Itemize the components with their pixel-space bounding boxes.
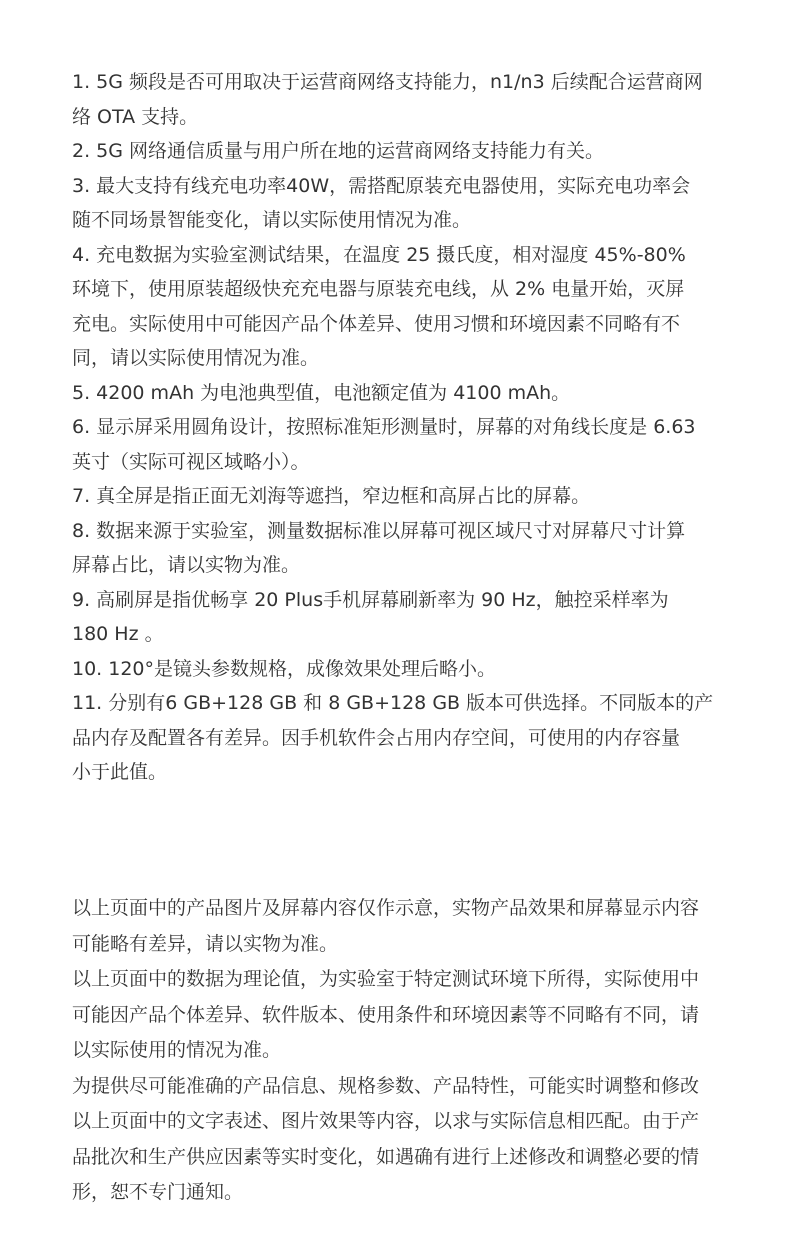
footnote-line: 随不同场景智能变化，请以实际使用情况为准。 <box>72 209 472 231</box>
footnote-line: 180 Hz 。 <box>72 623 164 645</box>
footnote-line: 环境下，使用原装超级快充充电器与原装充电线，从 2% 电量开始，灭屏 <box>72 278 685 300</box>
disclaimer-line: 可能略有差异，请以实物为准。 <box>72 932 339 955</box>
footnote-line: 4. 充电数据为实验室测试结果，在温度 25 摄氏度，相对湿度 45%-80% <box>72 243 686 266</box>
footnote-line: 6. 显示屏采用圆角设计，按照标准矩形测量时，屏幕的对角线长度是 6.63 <box>72 416 696 438</box>
footnote-8 <box>72 514 752 583</box>
footnote-2 <box>72 134 752 169</box>
footnote-11 <box>72 686 752 790</box>
footnote-line: 7. 真全屏是指正面无刘海等遮挡，窄边框和高屏占比的屏幕。 <box>72 485 591 507</box>
footnote-line: 5. 4200 mAh 为电池典型值，电池额定值为 4100 mAh。 <box>72 381 571 404</box>
footnotes-list <box>72 65 752 790</box>
footnote-6 <box>72 410 752 479</box>
disclaimer-line: 品批次和生产供应因素等实时变化，如遇确有进行上述修改和调整必要的情 <box>72 1145 700 1168</box>
footnote-7 <box>72 479 752 514</box>
footnote-line: 络 OTA 支持。 <box>72 105 199 128</box>
disclaimer-line: 以实际使用的情况为准。 <box>72 1039 282 1061</box>
footnote-10 <box>72 652 752 687</box>
footnote-3 <box>72 169 752 238</box>
footnote-line: 2. 5G 网络通信质量与用户所在地的运营商网络支持能力有关。 <box>72 140 605 162</box>
footnote-line: 充电。实际使用中可能因产品个体差异、使用习惯和环境因素不同略有不 <box>72 312 681 335</box>
disclaimer-paragraph <box>72 891 752 962</box>
disclaimer-line: 以上页面中的文字表述、图片效果等内容，以求与实际信息相匹配。由于产 <box>72 1110 700 1132</box>
disclaimer-paragraph <box>72 962 752 1069</box>
footnote-line: 11. 分别有6 GB+128 GB 和 8 GB+128 GB 版本可供选择。不同版本的产 <box>72 692 714 714</box>
footnote-4 <box>72 238 752 376</box>
disclaimer-paragraph <box>72 1069 752 1211</box>
footnote-line: 同，请以实际使用情况为准。 <box>72 347 320 369</box>
disclaimer-line: 以上页面中的产品图片及屏幕内容仅作示意，实物产品效果和屏幕显示内容 <box>72 897 700 919</box>
footnote-line: 10. 120°是镜头参数规格，成像效果处理后略小。 <box>72 657 497 680</box>
disclaimer-section <box>72 891 752 1211</box>
footnote-line: 3. 最大支持有线充电功率40W，需搭配原装充电器使用，实际充电功率会 <box>72 174 691 197</box>
footnote-line: 屏幕占比，请以实物为准。 <box>72 554 301 576</box>
footnote-line: 9. 高刷屏是指优畅享 20 Plus手机屏幕刷新率为 90 Hz，触控采样率为 <box>72 588 669 611</box>
footnote-line: 小于此值。 <box>72 761 168 783</box>
disclaimer-line: 以上页面中的数据为理论值，为实验室于特定测试环境下所得，实际使用中 <box>72 968 700 990</box>
footnote-line: 英寸（实际可视区域略小）。 <box>72 450 310 473</box>
footnote-1 <box>72 65 752 134</box>
footnote-5 <box>72 376 752 411</box>
disclaimer-line: 可能因产品个体差异、软件版本、使用条件和环境因素等不同略有不同，请 <box>72 1003 700 1026</box>
footnote-line: 8. 数据来源于实验室，测量数据标准以屏幕可视区域尺寸对屏幕尺寸计算 <box>72 519 686 542</box>
footnote-line: 1. 5G 频段是否可用取决于运营商网络支持能力，n1/n3 后续配合运营商网 <box>72 71 703 93</box>
disclaimer-line: 为提供尽可能准确的产品信息、规格参数、产品特性，可能实时调整和修改 <box>72 1074 700 1097</box>
footnote-line: 品内存及配置各有差异。因手机软件会占用内存空间，可使用的内存容量 <box>72 726 681 749</box>
disclaimer-line: 形，恕不专门通知。 <box>72 1181 244 1203</box>
footnote-9 <box>72 583 752 652</box>
